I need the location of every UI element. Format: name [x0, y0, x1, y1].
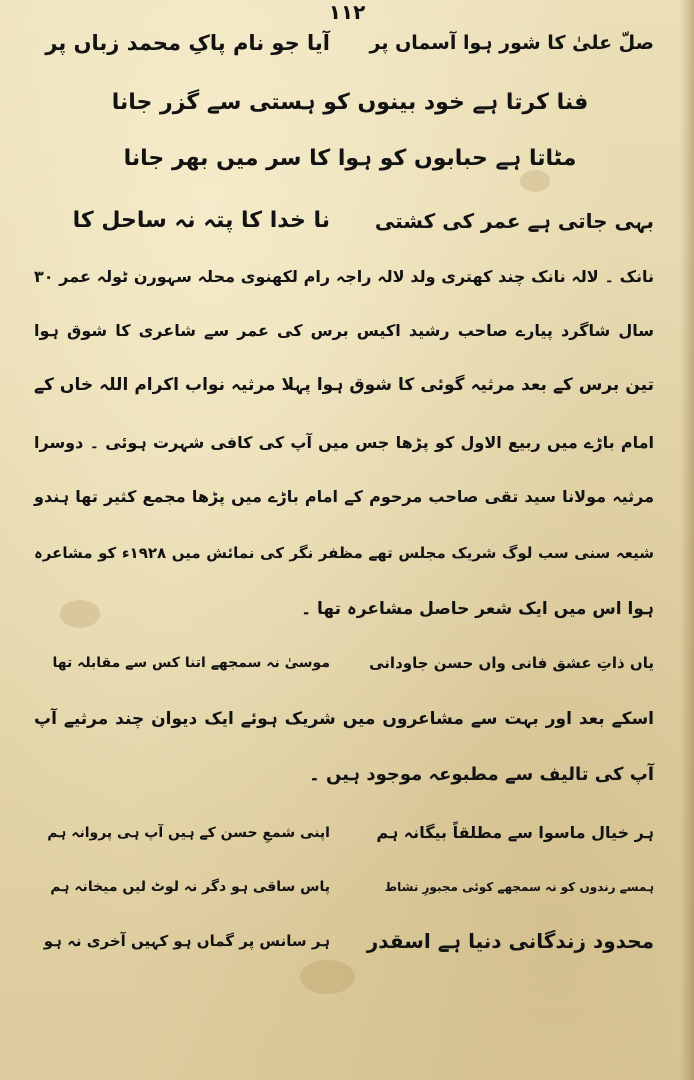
- prose-line: مرثیہ مولانا سید تقی صاحب مرحوم کے امام باڑے میں پڑھا مجمع کثیر تھا ہندو: [34, 487, 654, 506]
- prose-line: اسکے بعد اور بہت سے مشاعروں میں شریک ہوئے ایک دیوان چند مرثیے آپ: [34, 709, 654, 729]
- verse-hemistich-left: ہر سانس پر گماں ہو کہیں آخری نہ ہو: [43, 932, 330, 950]
- verse-hemistich-right: ہمسے رندوں کو نہ سمجھے کوئی مجبورِ نشاط: [384, 880, 654, 894]
- verse-hemistich-left: اپنی شمعِ حسن کے ہیں آپ ہی پروانہ ہم: [47, 825, 330, 841]
- verse-hemistich-left: نا خدا کا پتہ نہ ساحل کا: [72, 208, 330, 233]
- prose-line: ہوا اس میں ایک شعر حاصل مشاعرہ تھا ۔: [301, 599, 654, 619]
- prose-line: تین برس کے بعد مرثیہ گوئی کا شوق ہوا پہلا مرثیہ نواب اکرام اللہ خاں کے: [34, 375, 654, 395]
- verse-hemistich-left: پاس ساقی ہو دگر نہ لوٹ لیں میخانہ ہم: [50, 879, 330, 895]
- paper-stain: [300, 960, 355, 994]
- prose-line: امام باڑے میں ربیع الاول کو پڑھا جس میں آپ کی کافی شہرت ہوئی ۔ دوسرا: [34, 433, 654, 452]
- page-spine-shadow: [680, 0, 694, 1080]
- verse-hemistich-left: آیا جو نام پاکِ محمد زباں پر: [45, 31, 330, 55]
- verse-hemistich-right: یاں ذاتِ عشق فانی واں حسن جاودانی: [369, 654, 654, 672]
- page-number: ۱۱۲: [328, 0, 366, 24]
- prose-line: شیعہ سنی سب لوگ شریک مجلس تھے مظفر نگر کی نمائش میں ۱۹۲۸ء کو مشاعرہ: [34, 544, 655, 562]
- paper-stain: [60, 600, 100, 628]
- verse-line: مٹاتا ہے حبابوں کو ہوا کا سر میں بھر جانا: [123, 146, 577, 171]
- prose-line: آپ کی تالیف سے مطبوعہ موجود ہیں ۔: [309, 764, 654, 785]
- verse-line: فنا کرتا ہے خود بینوں کو ہستی سے گزر جانا: [111, 90, 589, 115]
- verse-hemistich-right: صلّ علیٰ کا شور ہوا آسماں پر: [369, 32, 654, 54]
- prose-line: نانک ۔ لالہ نانک چند کھتری ولد لالہ راجہ رام لکھنوی محلہ سہورن ٹولہ عمر ۳۰: [34, 267, 654, 286]
- verse-hemistich-right: ہر خیال ماسوا سے مطلقاً بیگانہ ہم: [376, 823, 654, 842]
- verse-hemistich-right: محدود زندگانی دنیا ہے اسقدر: [366, 929, 654, 953]
- prose-line: سال شاگرد پیارے صاحب رشید اکیس برس کی عمر سے شاعری کا شوق ہوا: [34, 321, 654, 340]
- verse-hemistich-right: بہی جاتی ہے عمر کی کشتی: [374, 209, 654, 233]
- verse-hemistich-left: موسیٰ نہ سمجھے اتنا کس سے مقابلہ تھا: [52, 655, 330, 671]
